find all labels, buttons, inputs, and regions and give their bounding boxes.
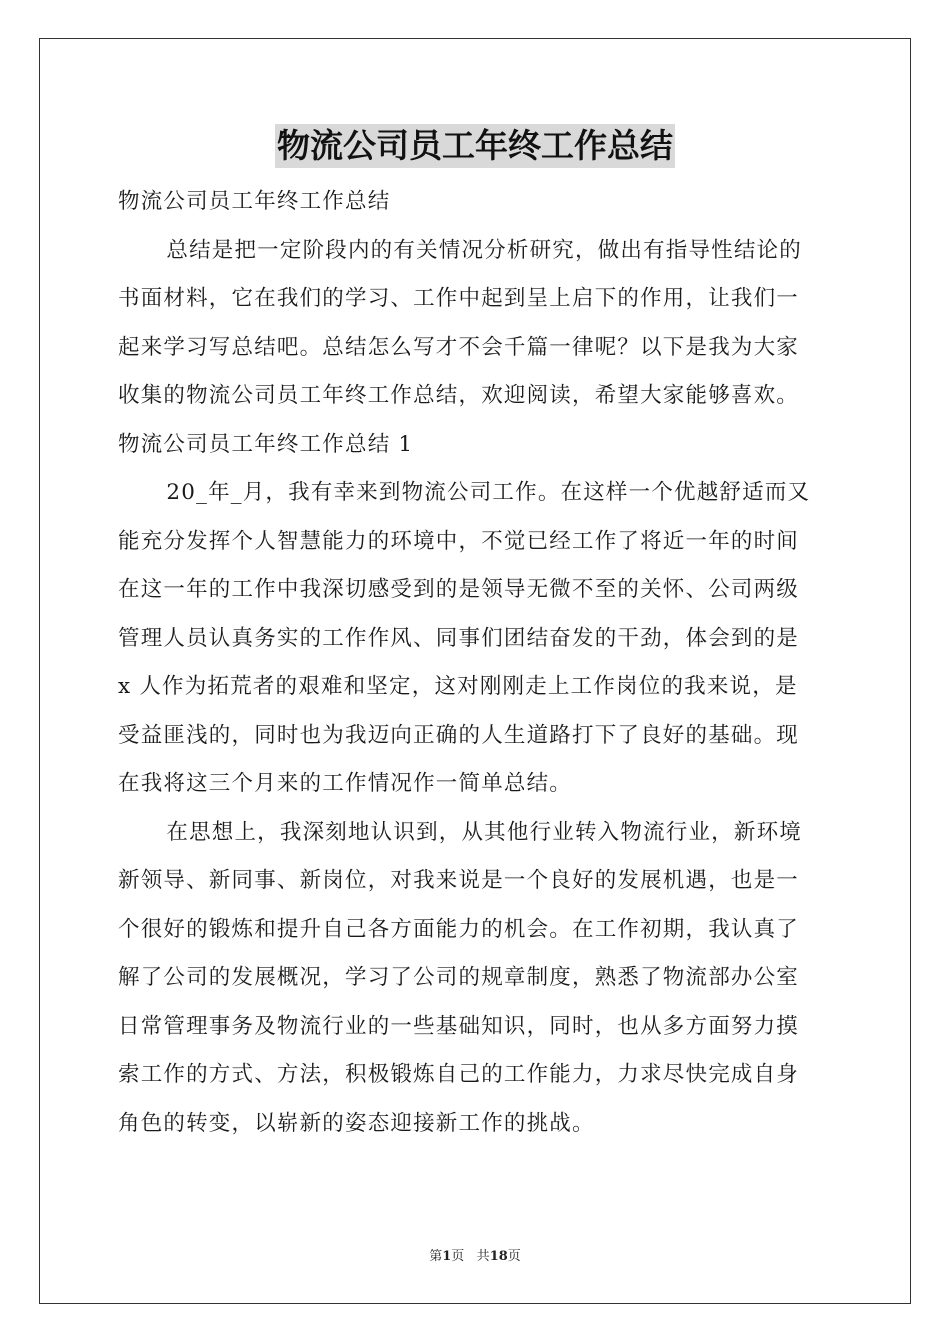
total-pages: 18: [489, 1249, 508, 1264]
paragraph-line: 个很好的锻炼和提升自己各方面能力的机会。在工作初期，我认真了: [118, 916, 800, 942]
page-prefix: 第: [429, 1249, 443, 1264]
paragraph-line: 索工作的方式、方法，积极锻炼自己的工作能力，力求尽快完成自身: [118, 1062, 800, 1087]
intro-line: 书面材料，它在我们的学习、工作中起到呈上启下的作用，让我们一: [118, 286, 800, 311]
paragraph-1: [118, 469, 834, 809]
paragraph-line: 日常管理事务及物流行业的一些基础知识，同时，也从多方面努力摸: [118, 1013, 800, 1039]
paragraph-line: x 人作为拓荒者的艰难和坚定，这对刚刚走上工作岗位的我来说，是: [118, 674, 798, 699]
page-number: 1: [442, 1249, 452, 1264]
paragraph-line: 解了公司的发展概况，学习了公司的规章制度，熟悉了物流部办公室: [118, 965, 800, 990]
paragraph-line: 新领导、新同事、新岗位，对我来说是一个良好的发展机遇，也是一: [118, 868, 800, 893]
paragraph-2: [118, 809, 834, 1149]
paragraph-line: 能充分发挥个人智慧能力的环境中，不觉已经工作了将近一年的时间: [118, 528, 800, 554]
document-title: 物流公司员工年终工作总结: [275, 124, 675, 168]
paragraph-line: 20_年_月，我有幸来到物流公司工作。在这样一个优越舒适而又: [166, 480, 811, 505]
section-heading: 物流公司员工年终工作总结 1: [118, 431, 414, 457]
total-suffix: 页: [507, 1249, 521, 1264]
title-container: [0, 124, 950, 168]
document-body: [118, 178, 834, 1148]
paragraph-line: 角色的转变，以崭新的姿态迎接新工作的挑战。: [118, 1110, 595, 1136]
page-footer: [0, 1245, 950, 1264]
paragraph-line: 在我将这三个月来的工作情况作一简单总结。: [118, 771, 573, 796]
paragraph-line: 管理人员认真务实的工作作风、同事们团结奋发的干劲，体会到的是: [118, 625, 800, 651]
paragraph-line: 受益匪浅的，同时也为我迈向正确的人生道路打下了良好的基础。现: [118, 722, 800, 748]
total-prefix: 共: [476, 1249, 490, 1264]
intro-line: 起来学习写总结吧。总结怎么写才不会千篇一律呢？以下是我为大家: [118, 334, 800, 360]
page-suffix: 页: [451, 1249, 465, 1264]
paragraph-line: 在这一年的工作中我深切感受到的是领导无微不至的关怀、公司两级: [118, 577, 800, 602]
intro-line: 总结是把一定阶段内的有关情况分析研究，做出有指导性结论的: [166, 237, 802, 263]
intro-line: 收集的物流公司员工年终工作总结，欢迎阅读，希望大家能够喜欢。: [118, 383, 800, 408]
document-subtitle: 物流公司员工年终工作总结: [118, 189, 391, 214]
paragraph-line: 在思想上，我深刻地认识到，从其他行业转入物流行业，新环境: [166, 819, 802, 845]
intro-paragraph: [118, 227, 834, 421]
